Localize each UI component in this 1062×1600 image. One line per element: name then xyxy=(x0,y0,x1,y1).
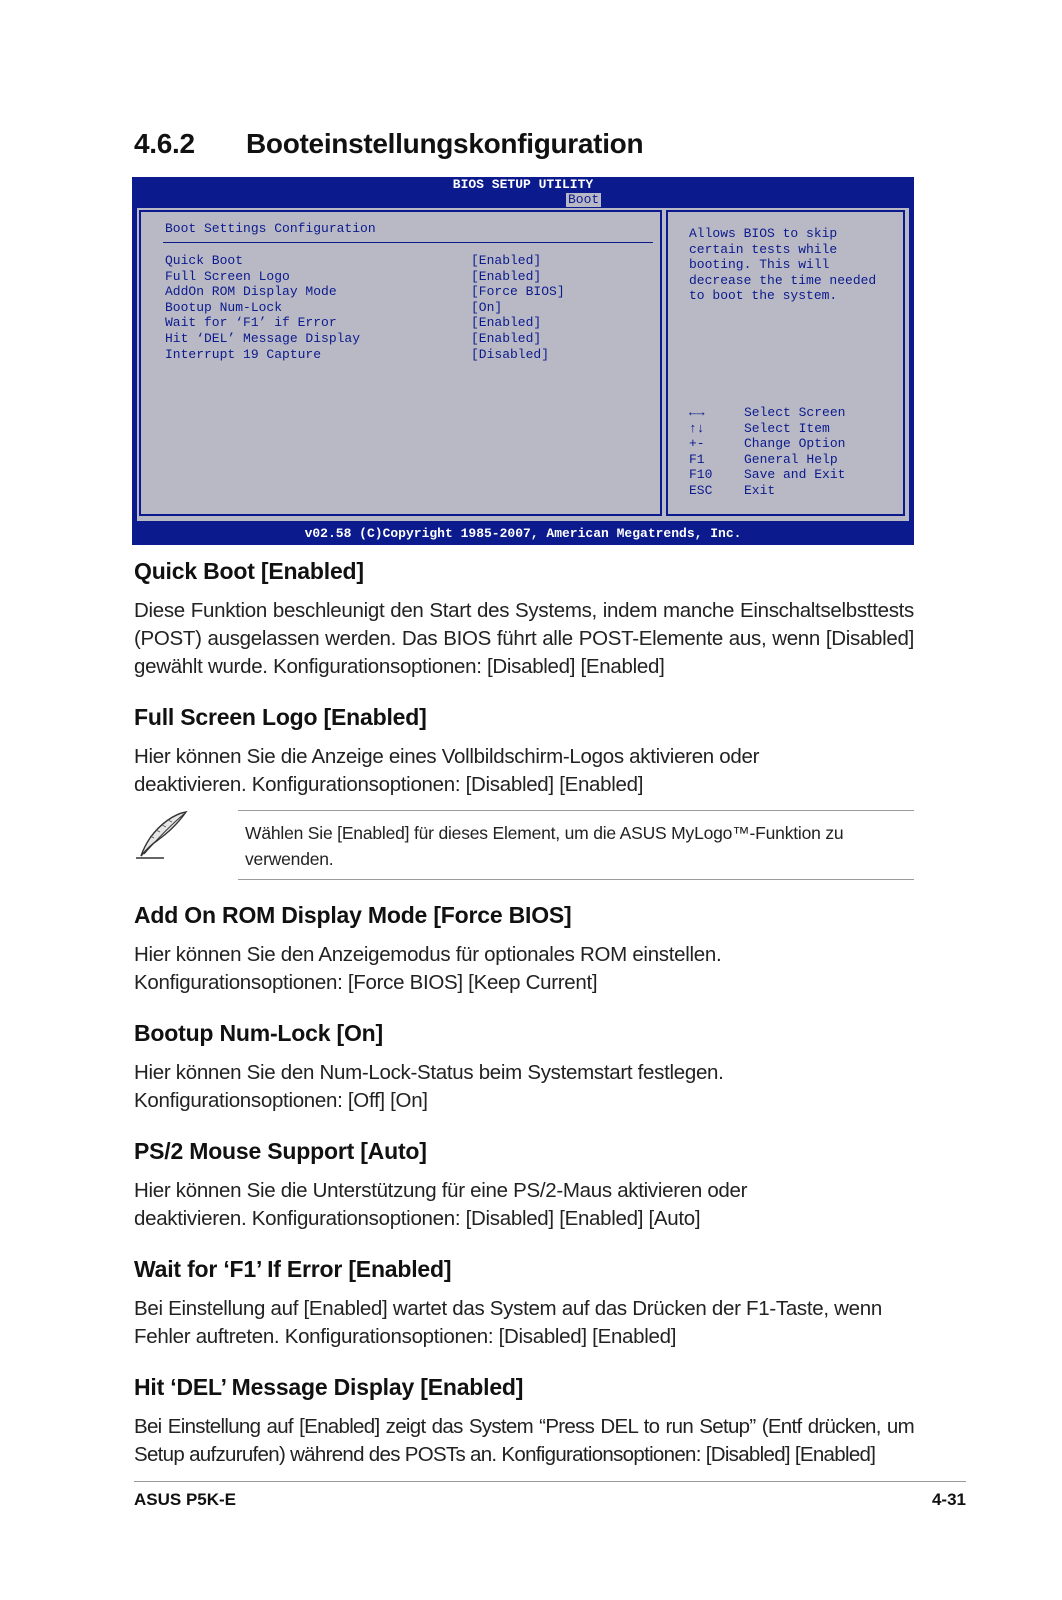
topic-text-addon-rom-display-mode: Hier können Sie den Anzeigemodus für optionales ROM einstellen. Konfigurationsoptionen: [Force BIOS] [Keep Current] xyxy=(134,943,722,994)
bios-key: ESC xyxy=(689,482,713,498)
bios-key-legend xyxy=(689,405,899,499)
bios-key-row xyxy=(689,452,899,468)
bios-key-row xyxy=(689,436,899,452)
page-footer-divider xyxy=(134,1481,966,1482)
topic-text-full-screen-logo: Hier können Sie die Anzeige eines Vollbildschirm-Logos aktivieren oder deaktivieren. Konfigurationsoptionen: [Disabled] [Enabled] xyxy=(134,745,760,796)
note-top-divider xyxy=(238,810,914,811)
bios-panel xyxy=(137,208,909,521)
bios-screenshot xyxy=(132,177,914,545)
bios-setting-value[interactable]: [Enabled] xyxy=(471,330,542,346)
bios-key-desc: General Help xyxy=(744,451,838,467)
bios-key-row xyxy=(689,421,899,437)
topic-heading-wait-for-f1: Wait for ‘F1’ If Error [Enabled] xyxy=(134,1256,452,1282)
bios-key-desc: Save and Exit xyxy=(744,467,846,483)
bios-setting-addon-rom-display-mode[interactable] xyxy=(165,284,625,300)
bios-setting-value[interactable]: [Enabled] xyxy=(471,268,542,284)
quill-pen-icon xyxy=(134,808,192,862)
bios-help-line: certain tests while xyxy=(689,241,838,257)
bios-key-row xyxy=(689,405,899,421)
bios-setting-value[interactable]: [Enabled] xyxy=(471,253,542,268)
section-number: 4.6.2 xyxy=(134,128,195,159)
bios-setting-label: Hit ‘DEL’ Message Display xyxy=(165,330,361,346)
bios-setting-value[interactable]: [Force BIOS] xyxy=(471,284,565,300)
topic-heading-hit-del-message: Hit ‘DEL’ Message Display [Enabled] xyxy=(134,1374,524,1400)
up-down-arrows-icon: ↑↓ xyxy=(689,420,705,436)
bios-key-desc: Select Item xyxy=(744,420,830,436)
topic-text-hit-del-message: Bei Einstellung auf [Enabled] zeigt das System “Press DEL to run Setup” (Entf drücken, um Setup aufzurufen) während des POSTs an. Konfigurationsoptionen: [Disabled] [Enabled] xyxy=(134,1415,914,1466)
bios-setting-value[interactable]: [Enabled] xyxy=(471,315,542,331)
bios-settings-pane xyxy=(139,210,662,516)
bios-pane-divider xyxy=(163,242,653,243)
bios-key: F1 xyxy=(689,451,705,467)
bios-setting-label: Quick Boot xyxy=(165,253,244,268)
bios-help-line: to boot the system. xyxy=(689,288,838,304)
bios-key-row xyxy=(689,467,899,483)
topic-heading-addon-rom-display-mode: Add On ROM Display Mode [Force BIOS] xyxy=(134,902,572,928)
bios-setting-label: Wait for ‘F1’ if Error xyxy=(165,315,337,331)
bios-setting-bootup-num-lock[interactable] xyxy=(165,300,625,316)
bios-setting-value[interactable]: [On] xyxy=(471,299,503,315)
footer-page-number: 4-31 xyxy=(931,1490,966,1509)
section-title xyxy=(134,128,643,160)
section-title-text: Booteinstellungskonfiguration xyxy=(246,128,644,159)
bios-pane-heading: Boot Settings Configuration xyxy=(165,221,376,236)
topic-text-wait-for-f1: Bei Einstellung auf [Enabled] wartet das System auf das Drücken der F1-Taste, wenn Fehler auftreten. Konfigurationsoptionen: [Disabled] [Enabled] xyxy=(134,1297,882,1348)
bios-help-text xyxy=(689,226,899,304)
bios-help-line: Allows BIOS to skip xyxy=(689,226,838,241)
bios-key-desc: Select Screen xyxy=(744,405,846,420)
bios-setting-label: Interrupt 19 Capture xyxy=(165,346,322,362)
topic-text-quick-boot: Diese Funktion beschleunigt den Start des Systems, indem manche Einschaltselbsttests (POST) ausgelassen werden. Das BIOS führt alle POST-Elemente aus, wenn [Disabled] gewählt wurde. Konfigurationsoptionen: [Disabled] [Enabled] xyxy=(134,599,914,678)
topic-heading-quick-boot: Quick Boot [Enabled] xyxy=(134,558,364,584)
bios-settings-list xyxy=(165,253,625,362)
bios-setting-value[interactable]: [Disabled] xyxy=(471,346,550,362)
bios-tab-boot[interactable]: Boot xyxy=(568,192,600,207)
bios-setting-label: Bootup Num-Lock xyxy=(165,299,283,315)
bios-setting-label: Full Screen Logo xyxy=(165,268,290,284)
bios-help-line: decrease the time needed xyxy=(689,272,877,288)
topic-heading-bootup-num-lock: Bootup Num-Lock [On] xyxy=(134,1020,383,1046)
topic-text-ps2-mouse-support: Hier können Sie die Unterstützung für eine PS/2-Maus aktivieren oder deaktivieren. Konfigurationsoptionen: [Disabled] [Enabled] [Auto] xyxy=(134,1179,748,1230)
bios-copyright-footer: v02.58 (C)Copyright 1985-2007, American Megatrends, Inc. xyxy=(304,526,742,541)
bios-key-desc: Exit xyxy=(744,482,776,498)
bios-setting-label: AddOn ROM Display Mode xyxy=(165,284,337,300)
topic-heading-full-screen-logo: Full Screen Logo [Enabled] xyxy=(134,704,427,730)
topic-text-bootup-num-lock: Hier können Sie den Num-Lock-Status beim Systemstart festlegen. Konfigurationsoptionen: [Off] [On] xyxy=(134,1061,724,1112)
topic-heading-ps2-mouse-support: PS/2 Mouse Support [Auto] xyxy=(134,1138,427,1164)
bios-key: +- xyxy=(689,436,705,452)
bios-setting-wait-for-f1[interactable] xyxy=(165,315,625,331)
bios-key-row xyxy=(689,483,899,499)
bios-setting-hit-del-message[interactable] xyxy=(165,331,625,347)
bios-setting-interrupt-19-capture[interactable] xyxy=(165,347,625,363)
bios-setting-quick-boot[interactable] xyxy=(165,253,625,269)
note-text: Wählen Sie [Enabled] für dieses Element, um die ASUS MyLogo™-Funktion zu verwenden. xyxy=(245,823,844,869)
bios-setting-full-screen-logo[interactable] xyxy=(165,269,625,285)
left-right-arrows-icon: ←→ xyxy=(689,405,705,420)
bios-key: F10 xyxy=(689,467,713,483)
note-bottom-divider xyxy=(238,879,914,880)
footer-product-name: ASUS P5K-E xyxy=(134,1490,237,1509)
bios-help-pane xyxy=(666,210,905,516)
bios-key-desc: Change Option xyxy=(744,436,846,452)
bios-help-line: booting. This will xyxy=(689,257,830,273)
bios-utility-title: BIOS SETUP UTILITY xyxy=(452,177,594,192)
